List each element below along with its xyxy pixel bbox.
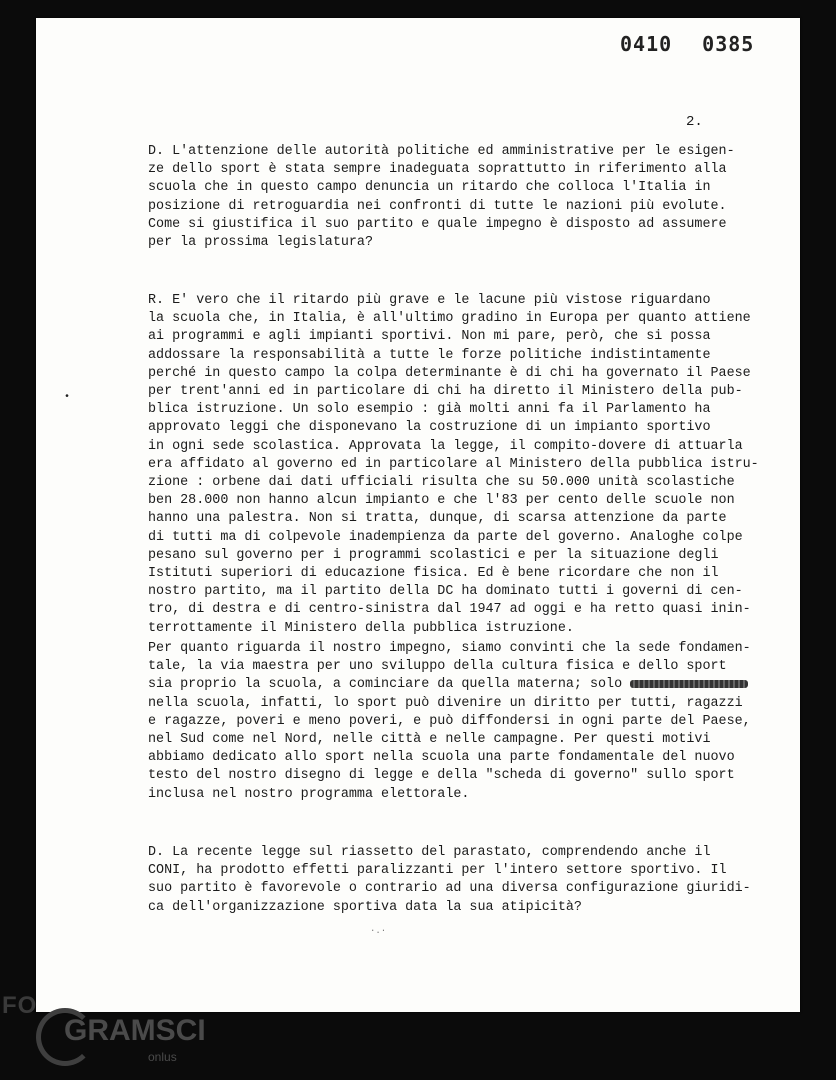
document-page <box>36 18 800 1012</box>
watermark-prefix: FO <box>2 992 38 1019</box>
text-line: CONI, ha prodotto effetti paralizzanti per l'intero settore sportivo. Il <box>148 863 727 879</box>
text-line: perché in questo campo la colpa determinante è di chi ha governato il Paese <box>148 365 751 381</box>
text-line: zione : orbene dai dati ufficiali risulta che su 50.000 unità scolastiche <box>148 475 735 491</box>
text-line: D. L'attenzione delle autorità politiche ed amministrative per le esigen- <box>148 144 735 159</box>
text-line-redacted <box>148 676 738 694</box>
text-line: tro, di destra e di centro-sinistra dal 1947 ad oggi e ha retto quasi inin- <box>148 602 751 618</box>
text-line: nel Sud come nel Nord, nelle città e nelle campagne. Per questi motivi <box>148 732 711 748</box>
text-line: tale, la via maestra per uno sviluppo della cultura fisica e dello sport <box>148 659 727 675</box>
text-line: ben 28.000 non hanno alcun impianto e che l'83 per cento delle scuole non <box>148 493 735 509</box>
text-line: scuola che in questo campo denuncia un ritardo che colloca l'Italia in <box>148 180 711 196</box>
text-line: posizione di retroguardia nei confronti di tutte le nazioni più evolute. <box>148 198 727 214</box>
text-line: blica istruzione. Un solo esempio : già molti anni fa il Parlamento ha <box>148 402 711 418</box>
watermark-sub: onlus <box>148 1050 177 1064</box>
text-line: ze dello sport è stata sempre inadeguata soprattutto in riferimento alla <box>148 162 727 178</box>
text-line: abbiamo dedicato allo sport nella scuola una parte fondamentale del nuovo <box>148 750 735 766</box>
text-line: la scuola che, in Italia, è all'ultimo gradino in Europa per quanto attiene <box>148 311 751 327</box>
answer-1 <box>148 292 759 638</box>
text-line: ca dell'organizzazione sportiva data la sua atipicità? <box>148 899 582 915</box>
text-line: testo del nostro disegno di legge e della "scheda di governo" sullo sport <box>148 768 735 784</box>
text-line: per la prossima legislatura? <box>148 235 373 251</box>
question-1 <box>148 143 738 252</box>
text-line: D. La recente legge sul riassetto del parastato, comprendendo anche il <box>148 845 711 860</box>
text-line: approvato leggi che disponevano la costruzione di un impianto sportivo <box>148 420 711 436</box>
text-line: Per quanto riguarda il nostro impegno, siamo convinti che la sede fondamen- <box>148 641 751 656</box>
archive-number-1: 0410 <box>620 32 673 56</box>
text-line: suo partito è favorevole o contrario ad una diversa configurazione giuridi- <box>148 881 751 897</box>
watermark-name: GRAMSCI <box>64 1014 206 1047</box>
text-line: hanno una palestra. Non si tratta, dunque, di scarsa attenzione da parte <box>148 511 727 527</box>
text-line: era affidato al governo ed in particolare al Ministero della pubblica istru- <box>148 456 759 472</box>
archive-number <box>620 32 754 56</box>
text-line: addossare la responsabilità a tutte le forze politiche indistintamente <box>148 347 711 363</box>
text-line: nella scuola, infatti, lo sport può divenire un diritto per tutti, ragazzi <box>148 695 743 711</box>
archive-number-2: 0385 <box>702 32 755 56</box>
page-number: 2. <box>686 114 703 130</box>
question-2 <box>148 844 751 917</box>
text-line: inclusa nel nostro programma elettorale. <box>148 786 470 802</box>
answer-2 <box>148 640 751 804</box>
redaction-mark <box>630 680 748 688</box>
ink-dot: • <box>64 392 71 403</box>
text-line: Istituti superiori di educazione fisica. Ed è bene ricordare che non il <box>148 566 719 582</box>
text-line: per trent'anni ed in particolare di chi ha diretto il Ministero della pub- <box>148 384 743 400</box>
text-line: e ragazze, poveri e meno poveri, e può diffondersi in ogni parte del Paese, <box>148 713 751 729</box>
text-line: pesano sul governo per i programmi scolastici e per la situazione degli <box>148 547 719 563</box>
text-line: di tutti ma di colpevole inadempienza da parte del governo. Analoghe colpe <box>148 529 743 545</box>
text-line: sia proprio la scuola, a cominciare da quella materna; solo <box>148 677 623 693</box>
gramsci-watermark-logo <box>0 986 260 1080</box>
text-line: Come si giustifica il suo partito e quale impegno è disposto ad assumere <box>148 216 727 232</box>
text-line: terrottamente il Ministero della pubblica istruzione. <box>148 620 574 636</box>
text-line: nostro partito, ma il partito della DC ha dominato tutti i governi di cen- <box>148 584 743 600</box>
text-line: in ogni sede scolastica. Approvata la legge, il compito-dovere di attuarla <box>148 438 743 454</box>
text-line: ai programmi e agli impianti sportivi. Non mi pare, però, che si possa <box>148 329 711 345</box>
ink-speck: ·.· <box>370 926 387 936</box>
text-line: R. E' vero che il ritardo più grave e le lacune più vistose riguardano <box>148 293 711 308</box>
